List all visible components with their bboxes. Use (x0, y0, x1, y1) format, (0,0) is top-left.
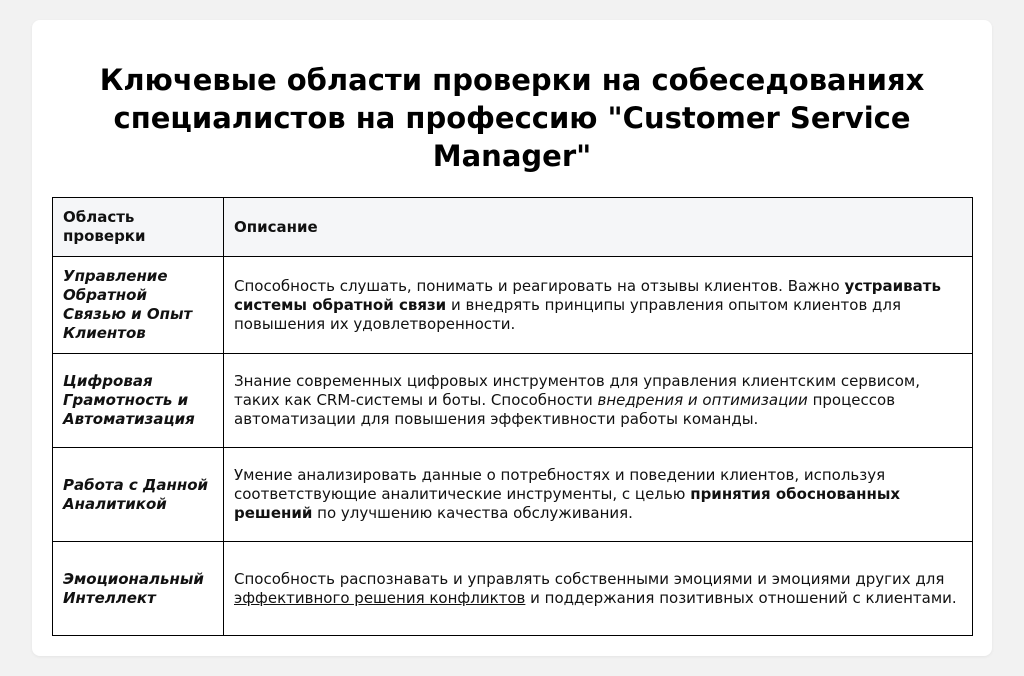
table-row (53, 542, 973, 636)
description-cell (224, 448, 973, 542)
table-header-row (53, 198, 973, 257)
description-text: Способность слушать, понимать и реагировать на отзывы клиентов. Важно (234, 276, 845, 295)
description-text: по улучшению качества обслуживания. (312, 504, 633, 522)
page-title: Ключевые области проверки на собеседованиях специалистов на профессию "Customer Service Manager" (99, 63, 925, 173)
header-description: Описание (224, 198, 973, 257)
description-cell (224, 542, 973, 636)
header-area: Область проверки (53, 198, 224, 257)
description-text: и поддержания позитивных отношений с клиентами. (525, 588, 957, 607)
description-emphasis: устраивать системы обратной связи (234, 276, 941, 314)
description-text: Способность распознавать и управлять собственными эмоциями и эмоциями других для (234, 569, 945, 588)
table-row (53, 257, 973, 354)
description-emphasis: принятия обоснованных решений (234, 485, 901, 522)
document-card (32, 20, 992, 656)
area-cell: Эмоциональный Интеллект (53, 542, 224, 636)
table-row (53, 354, 973, 448)
description-text: Знание современных цифровых инструментов для управления клиентским сервисом, таких как CRM-системы и боты. Способности (234, 372, 921, 409)
description-cell (224, 257, 973, 354)
description-text: Умение анализировать данные о потребностях и поведении клиентов, используя соответствующие аналитические инструменты, с целью (234, 466, 886, 503)
review-areas-table (52, 197, 973, 636)
area-cell: Цифровая Грамотность и Автоматизация (53, 354, 224, 448)
area-cell: Управление Обратной Связью и Опыт Клиентов (53, 257, 224, 354)
description-underline: эффективного решения конфликтов (234, 588, 526, 607)
area-cell: Работа с Данной Аналитикой (53, 448, 224, 542)
description-italic: внедрения и оптимизации (597, 391, 808, 409)
description-text: процессов автоматизации для повышения эффективности работы команды. (234, 391, 896, 428)
table-row (53, 448, 973, 542)
description-text: и внедрять принципы управления опытом клиентов для повышения их удовлетворенности. (234, 295, 902, 333)
description-cell (224, 354, 973, 448)
